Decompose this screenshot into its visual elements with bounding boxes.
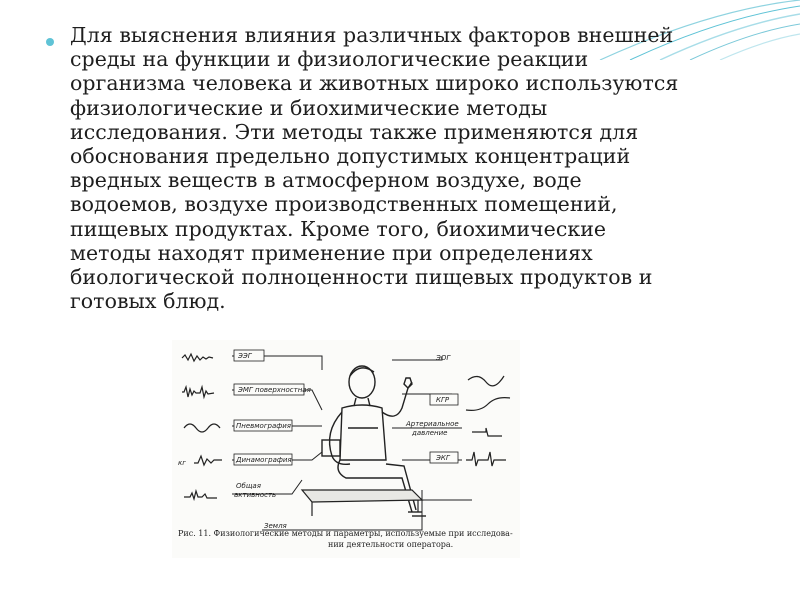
eog-trace xyxy=(468,376,504,386)
label-earth: Земля xyxy=(264,522,287,530)
operator-diagram xyxy=(172,340,520,558)
caption-line-2: нии деятельности оператора. xyxy=(328,540,454,549)
bench xyxy=(302,490,422,516)
label-emg: ЭМГ поверхностная xyxy=(238,386,311,394)
ekg-trace xyxy=(466,452,506,466)
label-eog: ЭОГ xyxy=(436,354,451,362)
label-eeg: ЭЭГ xyxy=(238,352,252,360)
label-pneumo: Пневмография xyxy=(236,422,291,430)
caption-line-1: Рис. 11. Физиологические методы и параметры, используемые при исследова- xyxy=(178,529,513,538)
label-bp-1: Артериальное xyxy=(406,420,459,428)
pneumo-trace xyxy=(184,424,220,432)
eeg-trace xyxy=(182,354,213,361)
emg-trace xyxy=(182,387,214,397)
bullet-point xyxy=(46,38,54,46)
label-kgr: КГР xyxy=(436,396,450,404)
label-activity-2: активность xyxy=(234,491,277,499)
bp-trace xyxy=(472,428,502,436)
figure-caption xyxy=(178,528,518,550)
label-activity-1: Общая xyxy=(236,482,261,490)
body-paragraph: Для выяснения влияния различных факторов внешней среды на функции и физиологические реакции организма человека и животных широко используются физиологические и биохимические методы исследования. Эти методы также применяются для обоснования предельно допустимых концентраций вредных веществ в атмосферном воздухе, воде водоемов, воздухе производственных помещений, пищевых продуктах. Кроме того, биохимические методы находят применение при определениях биологической полноценности пищевых продуктов и готовых блюд. xyxy=(70,23,679,314)
dyn-trace xyxy=(194,456,222,465)
physiology-figure xyxy=(172,340,520,558)
label-ekg: ЭКГ xyxy=(436,454,450,462)
kgr-trace xyxy=(466,398,510,411)
label-bp-2: давление xyxy=(412,429,448,437)
activity-trace xyxy=(184,491,217,499)
label-kg: кг xyxy=(178,459,186,467)
label-dyn: Динамография xyxy=(236,456,292,464)
